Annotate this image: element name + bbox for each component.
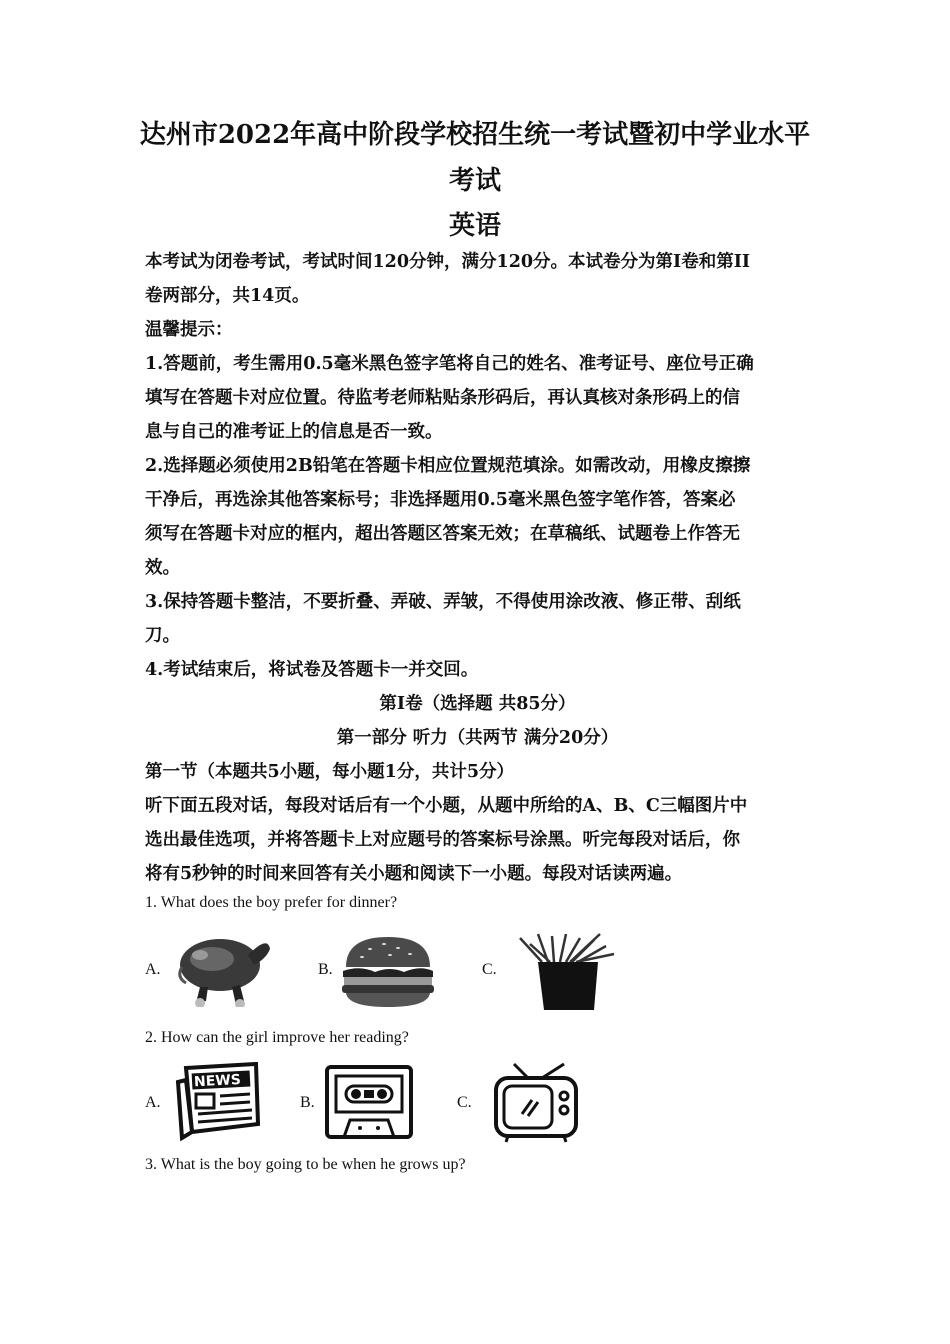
exam-subject: 英语 <box>448 211 501 241</box>
intro-line: 干净后，再选涂其他答案标号；非选择题用0.5毫米黑色签字笔作答，答案必 <box>145 490 736 510</box>
subsection-heading: 第一节（本题共5小题，每小题1分，共计5分） <box>145 762 515 782</box>
option-b-label: B. <box>300 1094 315 1111</box>
listening-instructions-line: 听下面五段对话，每段对话后有一个小题，从题中所给的A、B、C三幅图片中 <box>145 796 748 816</box>
listening-instructions-line: 选出最佳选项，并将答题卡上对应题号的答案标号涂黑。听完每段对话后，你 <box>145 830 740 850</box>
intro-line: 温馨提示： <box>145 320 233 340</box>
television-icon <box>490 1062 582 1144</box>
intro-line: 4.考试结束后，将试卷及答题卡一并交回。 <box>145 660 479 680</box>
question-2: 2. How can the girl improve her reading? <box>145 1029 409 1046</box>
intro-line: 2.选择题必须使用2B铅笔在答题卡相应位置规范填涂。如需改动，用橡皮擦擦 <box>145 456 751 476</box>
intro-line: 效。 <box>145 558 180 578</box>
question-1: 1. What does the boy prefer for dinner? <box>145 894 398 911</box>
volume-heading: 第I卷（选择题 共85分） <box>379 694 576 714</box>
intro-line: 填写在答题卡对应位置。待监考老师粘贴条形码后，再认真核对条形码上的信 <box>145 388 740 408</box>
hamburger-icon <box>340 935 436 1009</box>
exam-title-line2: 考试 <box>448 166 501 196</box>
newspaper-icon <box>172 1062 262 1142</box>
option-a-label: A. <box>145 961 161 978</box>
option-b-label: B. <box>318 961 333 978</box>
listening-instructions-line: 将有5秒钟的时间来回答有关小题和阅读下一小题。每段对话读两遍。 <box>145 864 683 884</box>
exam-title-line1: 达州市2022年高中阶段学校招生统一考试暨初中学业水平 <box>139 120 811 150</box>
cassette-tape-icon <box>324 1064 414 1140</box>
intro-line: 3.保持答题卡整洁，不要折叠、弄破、弄皱，不得使用涂改液、修正带、刮纸 <box>145 592 741 612</box>
part-heading: 第一部分 听力（共两节 满分20分） <box>336 728 619 748</box>
roast-chicken-icon <box>170 925 280 1007</box>
intro-line: 息与自己的准考证上的信息是否一致。 <box>145 422 443 442</box>
newspaper-headline: NEWS <box>193 1071 242 1091</box>
option-c-label: C. <box>457 1094 472 1111</box>
intro-line: 刀。 <box>145 626 180 646</box>
option-c-label: C. <box>482 961 497 978</box>
intro-line: 须写在答题卡对应的框内，超出答题区答案无效；在草稿纸、试题卷上作答无 <box>145 524 740 544</box>
french-fries-icon <box>510 932 630 1012</box>
intro-line: 本考试为闭卷考试，考试时间120分钟，满分120分。本试卷分为第I卷和第II <box>145 252 751 272</box>
question-3: 3. What is the boy going to be when he grows up? <box>145 1156 466 1173</box>
intro-line: 卷两部分，共14页。 <box>145 286 310 306</box>
option-a-label: A. <box>145 1094 161 1111</box>
intro-line: 1.答题前，考生需用0.5毫米黑色签字笔将自己的姓名、准考证号、座位号正确 <box>145 354 754 374</box>
exam-instructions <box>145 245 810 891</box>
